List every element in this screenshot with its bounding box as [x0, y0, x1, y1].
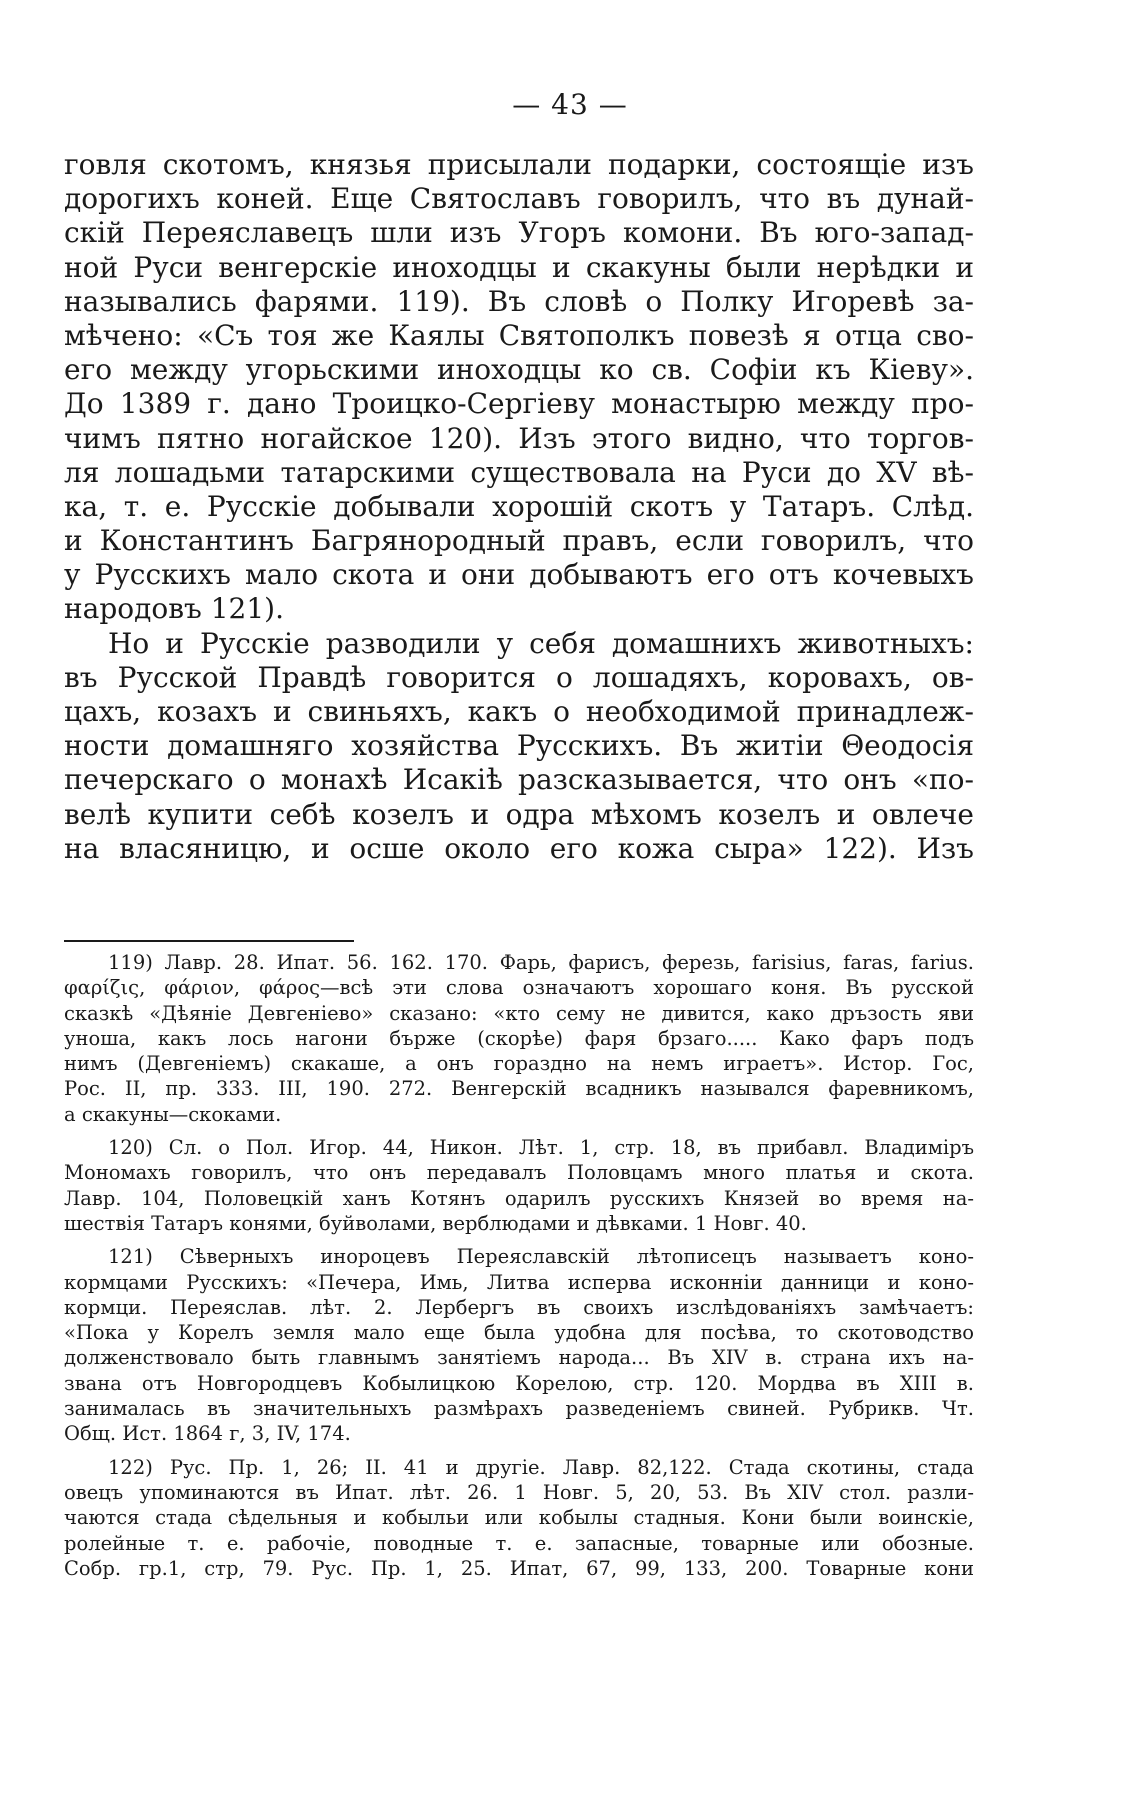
footnote-line: сказкѣ «Дѣяніе Девгеніево» сказано: «кто сему не дивится, како дръзость яви	[64, 1001, 974, 1025]
text-line: ка, т. е. Русскіе добывали хорошій скотъ у Татаръ. Слѣд.	[64, 489, 974, 523]
footnote-separator	[64, 940, 354, 942]
footnote-122	[64, 1455, 974, 1581]
footnote-line: 120) Сл. о Пол. Игор. 44, Никон. Лѣт. 1, стр. 18, въ прибавл. Владиміръ	[108, 1136, 974, 1160]
footnote-121	[64, 1244, 974, 1446]
footnote-line: а скакуны—скоками.	[64, 1102, 282, 1126]
footnote-line: нимъ (Девгеніемъ) скакаше, а онъ гораздно на немъ играетъ». Истор. Гос,	[64, 1052, 974, 1076]
footnote-120	[64, 1135, 974, 1236]
footnote-line: 122) Рус. Пр. 1, 26; II. 41 и другіе. Лавр. 82,122. Стада скотины, стада	[108, 1455, 974, 1479]
footnote-line: кормцами Русскихъ: «Печера, Имь, Литва исперва исконніи данници и коно-	[64, 1270, 974, 1294]
text-line: народовъ 121).	[64, 592, 284, 626]
footnote-line: кормци. Переяслав. лѣт. 2. Лербергъ въ своихъ изслѣдованіяхъ замѣчаетъ:	[64, 1295, 974, 1319]
text-line: скій Переяславецъ шли изъ Угоръ комони. Въ юго-запад-	[64, 216, 974, 250]
text-line: и Константинъ Багрянородный правъ, если говорилъ, что	[64, 524, 974, 558]
footnote-119	[64, 950, 974, 1127]
text-line: на власяницю, и осше около его кожа сыра» 122). Изъ	[64, 831, 974, 865]
footnote-line: 121) Сѣверныхъ инороцевъ Переяславскій лѣтописецъ называетъ коно-	[108, 1245, 974, 1269]
footnote-line: шествія Татаръ конями, буйволами, верблюдами и дѣвками. 1 Новг. 40.	[64, 1211, 807, 1235]
footnote-line: занималась въ значительныхъ размѣрахъ разведеніемъ свиней. Рубрикв. Чт.	[64, 1397, 974, 1421]
footnote-line: Собр. гр.1, стр, 79. Рус. Пр. 1, 25. Ипат, 67, 99, 133, 200. Товарные кони	[64, 1556, 974, 1580]
text-line: назывались фарями. 119). Въ словѣ о Полку Игоревѣ за-	[64, 284, 974, 318]
text-line: мѣчено: «Съ тоя же Каялы Святополкъ повезѣ я отца сво-	[64, 318, 974, 352]
footnote-line: φαρίζις, φάριον, φάρος—всѣ эти слова означаютъ хорошаго коня. Въ русской	[64, 976, 974, 1000]
footnote-line: уноша, какъ лось нагони бърже (скорѣе) фаря брзаго..... Како фаръ подъ	[64, 1026, 974, 1050]
text-line: его между угорьскими иноходцы ко св. Софіи къ Кіеву».	[64, 353, 974, 387]
footnote-line: Общ. Ист. 1864 г, 3, IV, 174.	[64, 1422, 351, 1446]
text-line: въ Русской Правдѣ говорится о лошадяхъ, коровахъ, ов-	[64, 660, 974, 694]
paragraph-start-line: Но и Русскіе разводили у себя домашнихъ животныхъ:	[108, 626, 974, 660]
footnote-line: Мономахъ говорилъ, что онъ передавалъ Половцамъ много платья и скота.	[64, 1161, 974, 1185]
footnote-line: Рос. II, пр. 333. III, 190. 272. Венгерскій всадникъ назывался фаревникомъ,	[64, 1077, 974, 1101]
footnote-line: «Пока у Корелъ земля мало еще была удобна для посѣва, то скотоводство	[64, 1321, 974, 1345]
text-line: говля скотомъ, князья присылали подарки, состоящіе изъ	[64, 148, 974, 181]
text-line: велѣ купити себѣ козелъ и одра мѣхомъ козелъ и овлече	[64, 797, 974, 831]
footnote-line: ролейные т. е. рабочіе, поводные т. е. запасные, товарные или обозные.	[64, 1531, 974, 1555]
page-number: — 43 —	[512, 88, 628, 121]
text-line: ля лошадьми татарскими существовала на Руси до XV вѣ-	[64, 455, 974, 489]
text-line: у Русскихъ мало скота и они добываютъ его отъ кочевыхъ	[64, 558, 974, 592]
footnote-line: звана отъ Новгородцевъ Кобылицкою Корелою, стр. 120. Мордва въ XIII в.	[64, 1371, 974, 1395]
footnote-line: Лавр. 104, Половецкій ханъ Котянъ одарилъ русскихъ Князей во время на-	[64, 1186, 974, 1210]
footnote-line: долженствовало быть главнымъ занятіемъ народа... Въ XIV в. страна ихъ на-	[64, 1346, 974, 1370]
footnote-line: 119) Лавр. 28. Ипат. 56. 162. 170. Фарь, фарисъ, ферезь, farisius, faras, farius.	[108, 951, 974, 974]
text-line: цахъ, козахъ и свиньяхъ, какъ о необходимой принадлеж-	[64, 695, 974, 728]
text-line: печерскаго о монахѣ Исакіѣ разсказывается, что онъ «по-	[64, 763, 974, 797]
text-line: ности домашняго хозяйства Русскихъ. Въ житіи Θеодосія	[64, 729, 974, 763]
text-line: чимъ пятно ногайское 120). Изъ этого видно, что торгов-	[64, 421, 974, 455]
text-line: ной Руси венгерскіе иноходцы и скакуны были нерѣдки и	[64, 250, 974, 284]
footnote-line: овецъ упоминаются въ Ипат. лѣт. 26. 1 Новг. 5, 20, 53. Въ XIV стол. разли-	[64, 1480, 974, 1504]
text-line: До 1389 г. дано Троицко-Сергіеву монастырю между про-	[64, 387, 974, 421]
main-text	[64, 148, 974, 866]
footnote-line: чаются стада сѣдельныя и кобыльи или кобылы стадныя. Кони были воинскіе,	[64, 1506, 974, 1530]
text-line: дорогихъ коней. Еще Святославъ говорилъ, что въ дунай-	[64, 182, 974, 216]
footnotes	[64, 950, 974, 1589]
